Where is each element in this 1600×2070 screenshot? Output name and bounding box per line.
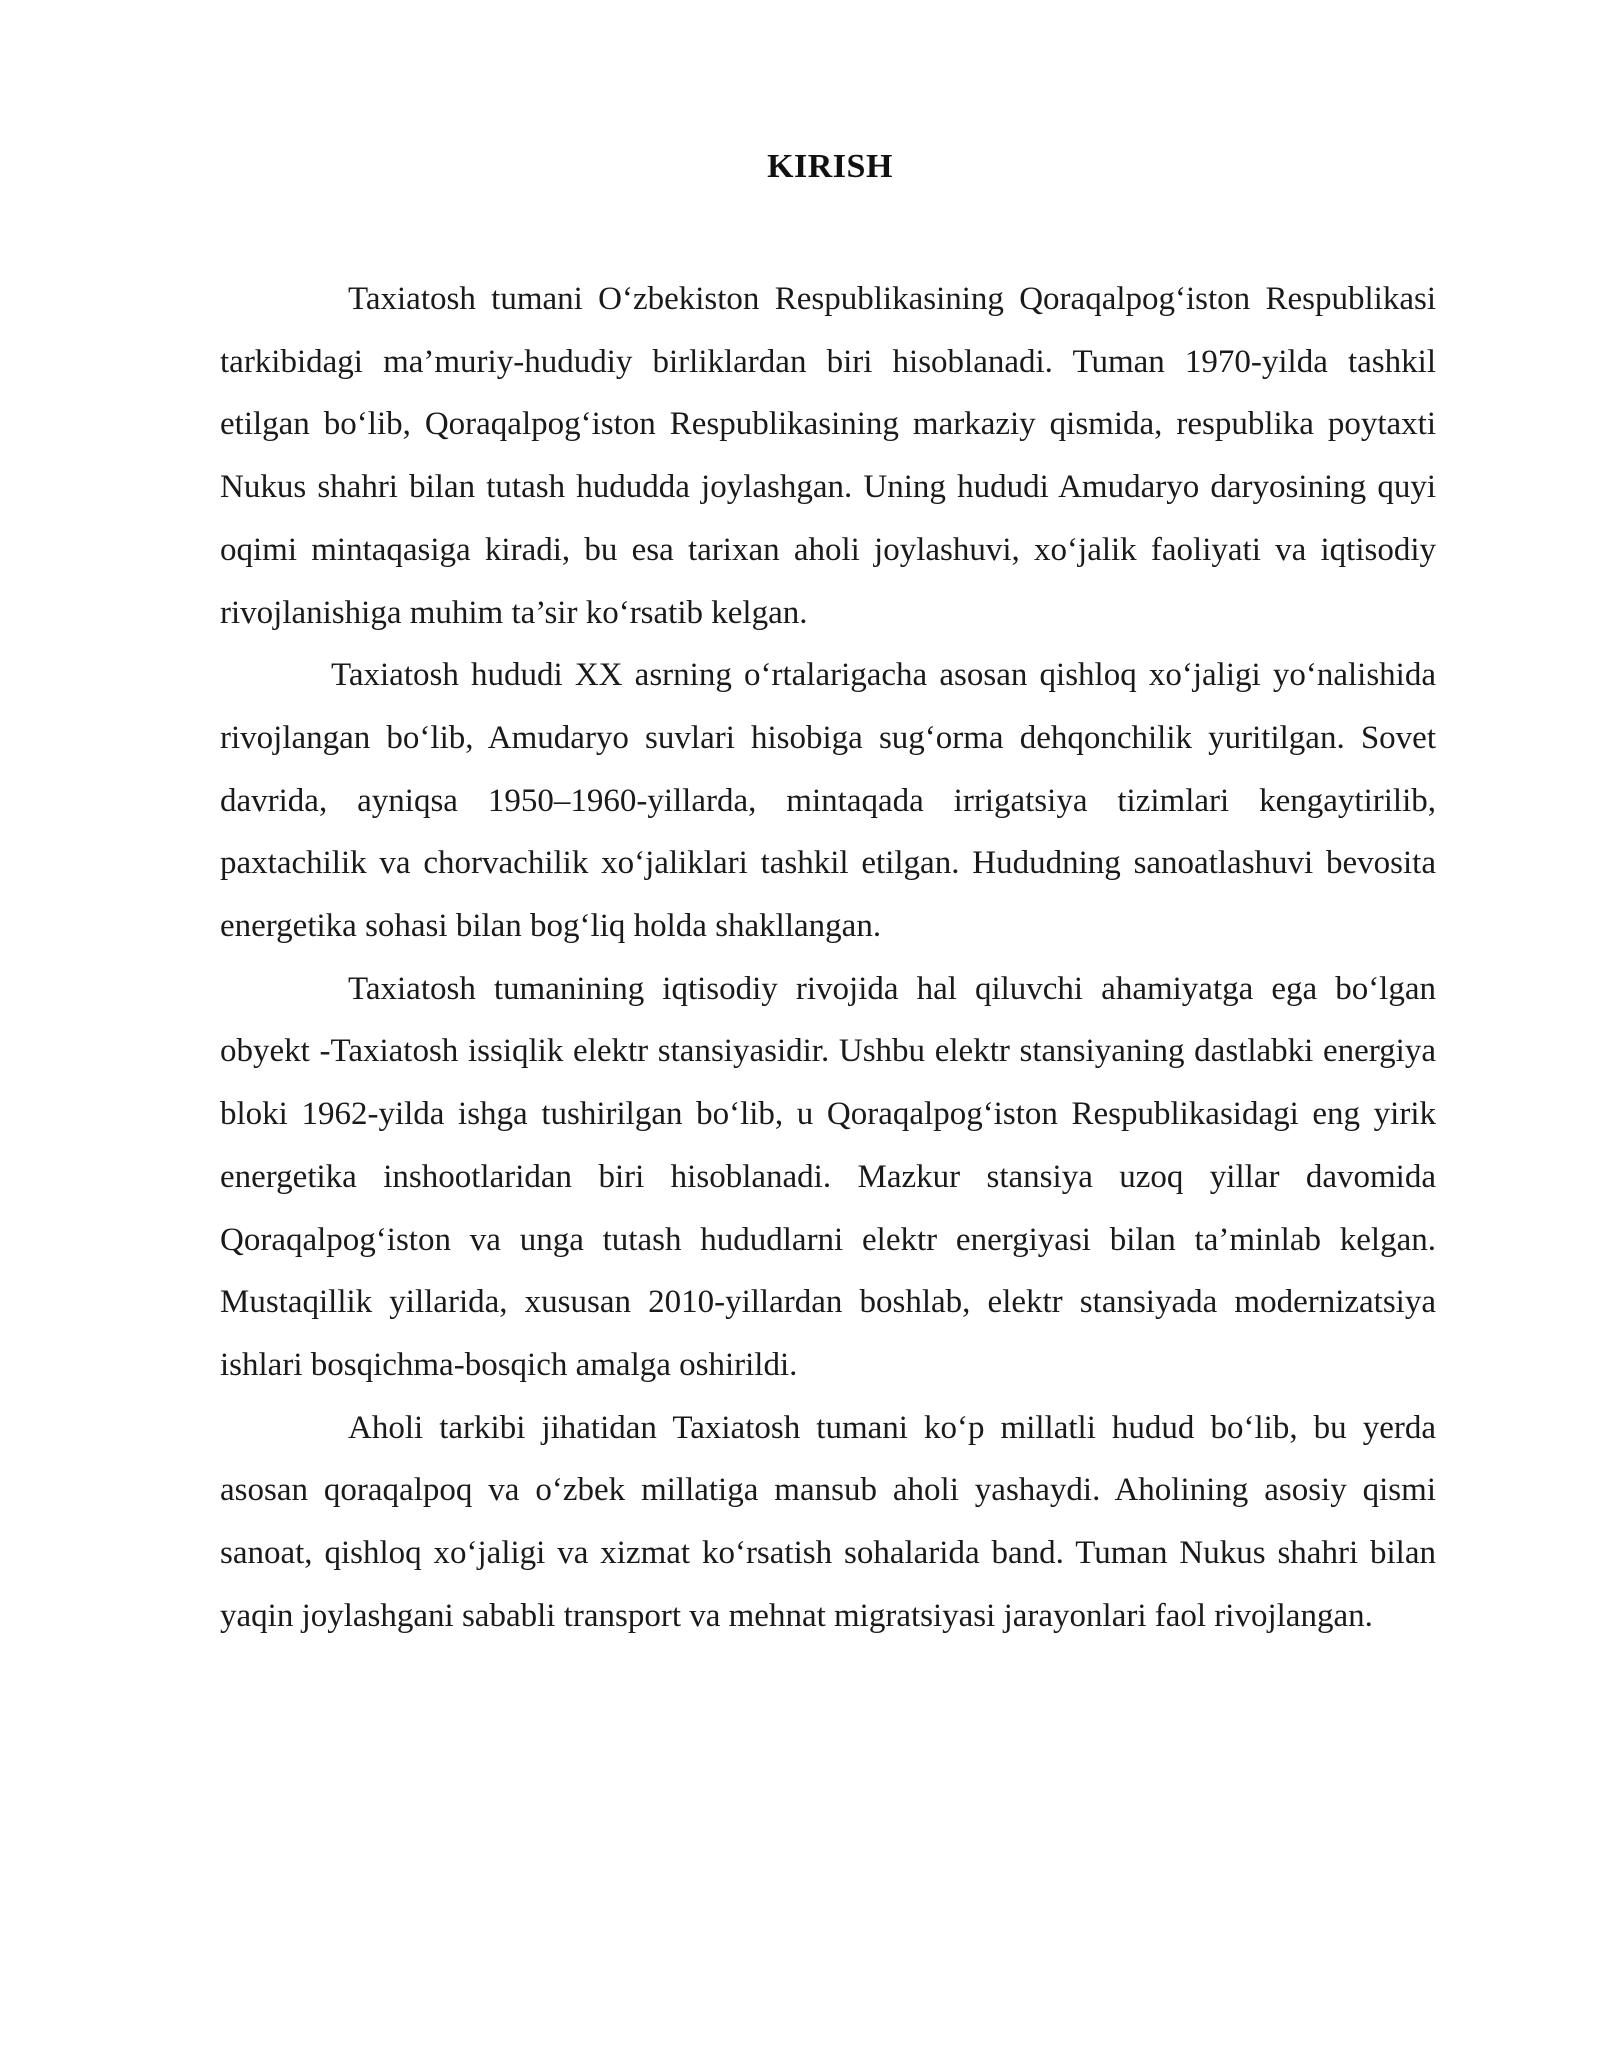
paragraph: Taxiatosh tumani O‘zbekiston Respublikasining Qoraqalpog‘iston Respublikasi tarkibidagi ma’muriy-hududiy birliklardan biri hisoblanadi. Tuman 1970-yilda tashkil etilgan bo‘lib, Qoraqalpog‘iston Respublikasining markaziy qismida, respublika poytaxti Nukus shahri bilan tutash hududda joylashgan. Uning hududi Amudaryo daryosining quyi oqimi mintaqasiga kiradi, bu esa tarixan aholi joylashuvi, xo‘jalik faoliyati va iqtisodiy rivojlanishiga muhim ta’sir ko‘rsatib kelgan. — [220, 281, 1436, 631]
paragraph: Taxiatosh tumanining iqtisodiy rivojida hal qiluvchi ahamiyatga ega bo‘lgan obyekt -Taxiatosh issiqlik elektr stansiyasidir. Ushbu elektr stansiyaning dastlabki energiya bloki 1962-yilda ishga tushirilgan bo‘lib, u Qoraqalpog‘iston Respublikasidagi eng yirik energetika inshootlaridan biri hisoblanadi. Mazkur stansiya uzoq yillar davomida Qoraqalpog‘iston va unga tutash hududlarni elektr energiyasi bilan ta’minlab kelgan. Mustaqillik yillarida, xususan 2010-yillardan boshlab, elektr stansiyada modernizatsiya ishlari bosqichma-bosqich amalga oshirildi. — [220, 970, 1436, 1383]
paragraph: Taxiatosh hududi XX asrning o‘rtalarigacha asosan qishloq xo‘jaligi yo‘nalishida rivojlangan bo‘lib, Amudaryo suvlari hisobiga sug‘orma dehqonchilik yuritilgan. Sovet davrida, ayniqsa 1950–1960-yillarda, mintaqada irrigatsiya tizimlari kengaytirilib, paxtachilik va chorvachilik xo‘jaliklari tashkil etilgan. Hududning sanoatlashuvi bevosita energetika sohasi bilan bog‘liq holda shakllangan. — [220, 657, 1436, 945]
paragraph: Aholi tarkibi jihatidan Taxiatosh tumani ko‘p millatli hudud bo‘lib, bu yerda asosan qoraqalpoq va o‘zbek millatiga mansub aholi yashaydi. Aholining asosiy qismi sanoat, qishloq xo‘jaligi va xizmat ko‘rsatish sohalarida band. Tuman Nukus shahri bilan yaqin joylashgani sababli transport va mehnat migratsiyasi jarayonlari faol rivojlangan. — [220, 1409, 1436, 1634]
document-body — [220, 268, 1436, 1647]
page-title: KIRISH — [767, 148, 893, 185]
